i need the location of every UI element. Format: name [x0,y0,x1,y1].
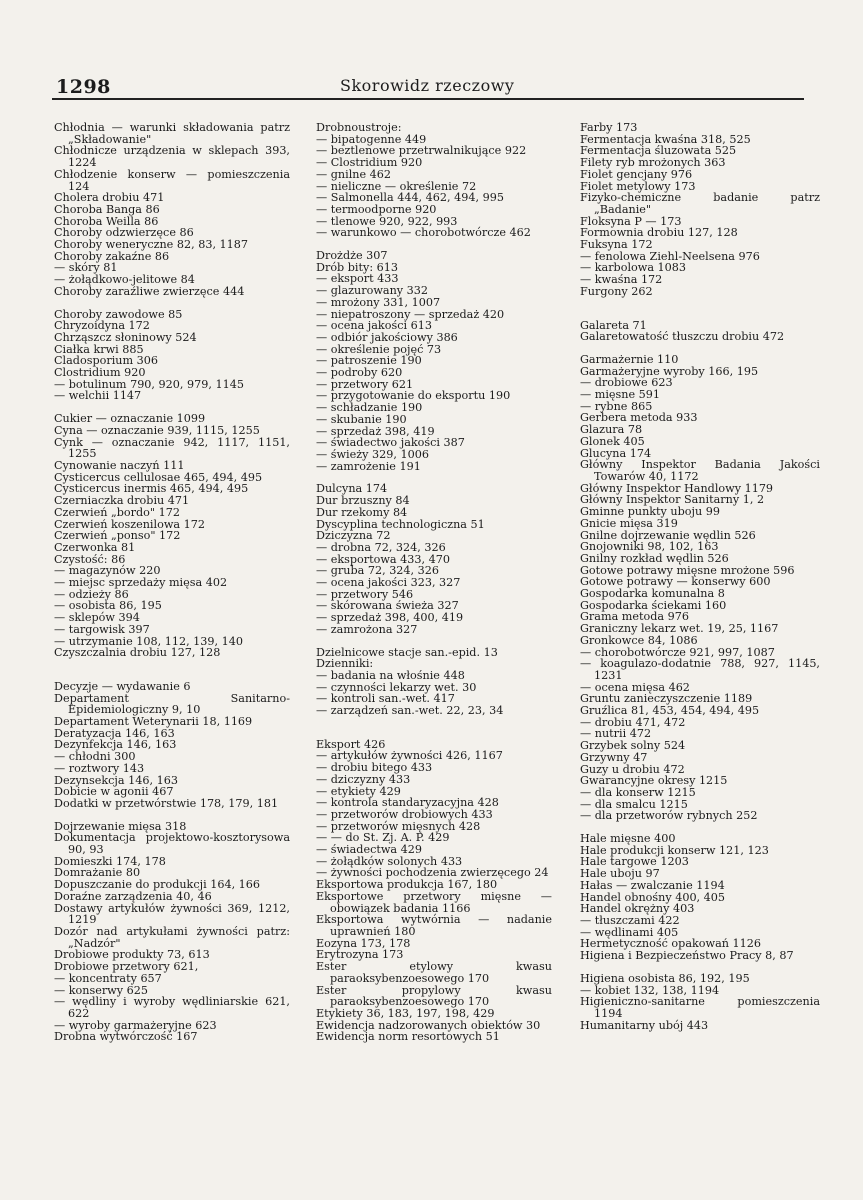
index-entry: Drób bity: 613 [316,260,399,274]
index-entry: Choroby weneryczne 82, 83, 1187 [54,238,249,252]
index-subentry: — osobista 86, 195 [54,599,162,613]
index-subentry: — zarządzeń san.-wet. 22, 23, 34 [316,704,504,718]
index-subentry: — zamrożenie 191 [316,459,421,473]
index-entry: Cholera drobiu 471 [54,191,165,205]
index-entry: Glonek 405 [580,434,645,448]
index-subentry: — podroby 620 [316,366,403,380]
index-entry: Główny Inspektor Badania Jakości Towarów 40, 1172 [580,458,820,483]
index-entry: Choroba Banga 86 [54,202,160,216]
index-entry: Galaretowatość tłuszczu drobiu 472 [580,330,785,344]
index-column-1 [54,122,290,1043]
index-entry: Czerwonka 81 [54,540,136,554]
index-subentry: — wędlinami 405 [580,925,679,939]
index-entry: Hale targowe 1203 [580,855,689,869]
index-subentry: — warunkowo — chorobotwórcze 462 [316,226,531,240]
index-entry: Choroby odzwierzęce 86 [54,226,194,240]
index-entry: Gminne punkty uboju 99 [580,505,721,519]
index-entry: Ester etylowy kwasu paraoksybenzoesowego 170 [316,960,552,985]
index-subentry: — botulinum 790, 920, 979, 1145 [54,377,244,391]
index-entry: Garmażernie 110 [580,352,679,366]
index-subentry: — tłuszczami 422 [580,914,680,927]
index-subentry: — eksportowa 433, 470 [316,552,450,566]
index-subentry: — rybne 865 [580,399,653,413]
index-subentry: — kontroli san.-wet. 417 [316,692,455,706]
index-entry: Choroby zaraźliwe zwierzęce 444 [54,284,245,298]
index-subentry: — ocena jakości 613 [316,319,432,333]
index-subentry: — roztwory 143 [54,761,145,775]
index-entry: Czyszczalnia drobiu 127, 128 [54,646,221,660]
index-entry: Drożdże 307 [316,249,388,263]
index-subentry: — drobna 72, 324, 326 [316,540,446,554]
index-entry: Farby 173 [580,121,638,134]
index-subentry: — gnilne 462 [316,167,392,181]
index-subentry: — wędliny i wyroby wędliniarskie 621, 622 [54,995,290,1020]
index-entry: Czerwień koszenilowa 172 [54,517,205,531]
index-subentry: — określenie pojęć 73 [316,342,442,356]
index-entry: Ewidencja norm resortowych 51 [316,1030,500,1044]
index-subentry: — skóry 81 [54,261,118,275]
index-subentry: — sprzedaż 398, 419 [316,424,435,438]
index-entry: Drobiowe produkty 73, 613 [54,948,210,962]
index-entry: Główny Inspektor Sanitarny 1, 2 [580,493,765,507]
index-entry: Dodatki w przetwórstwie 178, 179, 181 [54,796,279,810]
index-subentry: — żołądkowo-jelitowe 84 [54,273,195,287]
index-subentry: — przetwory 546 [316,587,414,601]
index-subentry: — Salmonella 444, 462, 494, 995 [316,191,504,205]
index-entry: Eksportowa produkcja 167, 180 [316,878,498,892]
section-gap [54,659,290,670]
index-subentry: — karbolowa 1083 [580,261,687,275]
index-entry: Dezynsekcja 146, 163 [54,773,178,787]
index-entry: Doraźne zarządzenia 40, 46 [54,889,212,903]
index-entry: Ewidencja nadzorowanych obiektów 30 [316,1018,541,1032]
index-subentry: — badania na włośnie 448 [316,668,465,682]
index-entry: Guzy u drobiu 472 [580,762,685,776]
index-entry: Clostridium 920 [54,366,146,380]
index-entry: Galareta 71 [580,318,647,332]
index-subentry: — przygotowanie do eksportu 190 [316,389,511,403]
index-subentry: — tlenowe 920, 922, 993 [316,214,458,228]
index-entry: Dobicie w agonii 467 [54,785,174,799]
index-subentry: — sklepów 394 [54,611,140,625]
index-column-2 [316,122,552,1043]
index-entry: Hale uboju 97 [580,867,660,881]
index-subentry: — termoodporne 920 [316,202,437,216]
index-subentry: — glazurowany 332 [316,284,429,298]
index-entry: Czerniaczka drobiu 471 [54,494,190,508]
index-entry: Gruntu zanieczyszczenie 1189 [580,692,753,706]
index-entry: Hermetyczność opakowań 1126 [580,937,761,951]
index-entry: Hale produkcji konserw 121, 123 [580,843,769,857]
index-entry: Grzybek solny 524 [580,739,686,753]
index-entry: Gospodarka komunalna 8 [580,587,725,601]
index-entry: Dur rzekomy 84 [316,505,408,519]
index-entry: Filety ryb mrożonych 363 [580,156,726,170]
index-entry: Hałas — zwalczanie 1194 [580,878,725,892]
index-entry: Dopuszczanie do produkcji 164, 166 [54,878,261,892]
index-entry: Graniczny lekarz wet. 19, 25, 1167 [580,622,779,636]
index-entry: Dokumentacja projektowo-kosztorysowa 90, 93 [54,831,290,857]
index-entry: Dziczyzna 72 [316,529,391,543]
index-entry: Humanitarny ubój 443 [580,1018,709,1032]
index-entry: Glazura 78 [580,423,643,437]
index-entry: Etykiety 36, 183, 197, 198, 429 [316,1006,495,1020]
index-subentry: — drobiowe 623 [580,376,673,390]
index-entry: Eksportowe przetwory mięsne — obowiązek badania 1166 [316,889,552,915]
index-entry: Cyna — oznaczanie 939, 1115, 1255 [54,423,260,437]
index-subentry: — skubanie 190 [316,412,407,426]
index-entry: Eksport 426 [316,737,386,751]
index-entry: Dezynfekcja 146, 163 [54,738,177,752]
index-entry: Departament Sanitarno-Epidemiologiczny 9, 10 [54,691,290,717]
index-entry: Garmażeryjne wyroby 166, 195 [580,364,759,378]
index-subentry: — utrzymanie 108, 112, 139, 140 [54,634,243,648]
index-entry: Chrząszcz słoninowy 524 [54,330,197,344]
index-subentry: — konserwy 625 [54,983,148,997]
index-subentry: — nutrii 472 [580,727,652,741]
index-entry: Higieniczno-sanitarne pomieszczenia 1194 [580,995,820,1020]
section-gap [316,636,552,647]
index-entry: Chłodnicze urządzenia w sklepach 393, 1224 [54,144,290,170]
index-entry: Dozór nad artykułami żywności patrz: „Nadzór" [54,925,290,950]
index-column-3 [580,122,820,1031]
index-subentry: — odzieży 86 [54,587,129,601]
index-subentry: — drobiu bitego 433 [316,761,433,775]
index-entry: Domrażanie 80 [54,866,141,880]
index-entry: Dostawy artykułów żywności 369, 1212, 1219 [54,901,290,927]
index-entry: Chryzoidyna 172 [54,319,150,333]
index-entry: Higiena i Bezpieczeństwo Pracy 8, 87 [580,949,794,963]
index-entry: Gruźlica 81, 453, 454, 494, 495 [580,704,760,718]
index-entry: Dojrzewanie mięsa 318 [54,819,187,833]
index-entry: Dur brzuszny 84 [316,494,410,508]
index-entry: Główny Inspektor Handlowy 1179 [580,481,774,495]
index-subentry: — ocena jakości 323, 327 [316,576,461,590]
index-entry: Czerwień „bordo" 172 [54,505,180,519]
index-entry: Cysticercus inermis 465, 494, 495 [54,482,249,496]
index-entry: Ciałka krwi 885 [54,342,144,356]
index-subentry: — — do St. Zj. A. P. 429 [316,831,450,845]
index-subentry: — ocena mięsa 462 [580,680,690,694]
index-entry: Czystość: 86 [54,552,126,566]
index-entry: Cysticercus cellulosae 465, 494, 495 [54,470,263,484]
index-entry: Fizyko-chemiczne badanie patrz „Badanie" [580,191,820,216]
index-entry: Decyzje — wydawanie 6 [54,679,191,693]
index-subentry: — świeży 329, 1006 [316,447,429,461]
index-entry: Gwarancyjne okresy 1215 [580,774,728,788]
index-subentry: — kobiet 132, 138, 1194 [580,983,720,997]
index-entry: Formownia drobiu 127, 128 [580,226,738,240]
index-subentry: — mrożony 331, 1007 [316,295,441,309]
index-subentry: — targowisk 397 [54,622,150,636]
index-subentry: — beztlenowe przetrwalnikujące 922 [316,144,527,158]
index-subentry: — artykułów żywności 426, 1167 [316,749,503,763]
index-subentry: — nieliczne — określenie 72 [316,179,477,193]
index-subentry: — miejsc sprzedaży mięsa 402 [54,576,228,590]
index-subentry: — przetwory 621 [316,377,414,391]
index-subentry: — czynności lekarzy wet. 30 [316,680,477,694]
index-entry: Eksportowa wytwórnia — nadanie uprawnień 180 [316,913,552,938]
index-entry: Fermentacja kwaśna 318, 525 [580,132,751,146]
index-subentry: — przetworów drobiowych 433 [316,807,493,821]
index-entry: Drobna wytwórczość 167 [54,1030,198,1044]
index-entry: Drobiowe przetwory 621, [54,960,199,974]
index-subentry: — schładzanie 190 [316,401,423,415]
index-entry: Erytrozyna 173 [316,948,404,962]
index-subentry: — skórowana świeża 327 [316,599,459,613]
index-entry: Departament Weterynarii 18, 1169 [54,715,253,729]
index-entry: Gnojowniki 98, 102, 163 [580,540,719,554]
index-entry: Gnilny rozkład wędlin 526 [580,551,729,565]
index-subentry: — zamrożona 327 [316,622,418,636]
index-entry: Fiolet gencjany 976 [580,167,693,181]
index-subentry: — świadectwo jakości 387 [316,436,465,450]
index-subentry: — patroszenie 190 [316,354,422,368]
index-entry: Grama metoda 976 [580,610,689,624]
section-gap [316,717,552,728]
section-gap [580,309,820,320]
index-subentry: — drobiu 471, 472 [580,715,686,729]
index-entry: Cukier — oznaczanie 1099 [54,412,206,426]
index-entry: Choroby zakaźne 86 [54,249,170,263]
index-entry: Hale mięsne 400 [580,832,676,846]
index-entry: Handel obnośny 400, 405 [580,890,726,904]
index-entry: Eozyna 173, 178 [316,936,411,950]
page-number: 1298 [56,76,111,98]
index-entry: Dzielnicowe stacje san.-epid. 13 [316,645,498,659]
index-entry: Gnicie mięsa 319 [580,516,678,530]
index-entry: Dulcyna 174 [316,482,388,496]
index-subentry: — świadectwa 429 [316,843,423,857]
index-entry: Cynowanie naczyń 111 [54,458,185,472]
index-subentry: — koncentraty 657 [54,971,162,985]
index-entry: Choroba Weilla 86 [54,214,159,228]
index-entry: Gnilne dojrzewanie wędlin 526 [580,528,756,542]
index-entry: Gerbera metoda 933 [580,411,698,425]
index-entry: Chłodzenie konserw — pomieszczenia 124 [54,167,290,193]
index-subentry: — magazynów 220 [54,564,161,578]
index-subentry: — żołądków solonych 433 [316,854,463,868]
index-subentry: — dla konserw 1215 [580,785,696,799]
running-title: Skorowidz rzeczowy [340,76,515,95]
index-entry: Czerwień „ponso" 172 [54,529,181,543]
index-entry: Domieszki 174, 178 [54,854,166,868]
index-subentry: — odbiór jakościowy 386 [316,330,458,344]
index-subentry: — kwaśna 172 [580,273,663,287]
index-subentry: — koagulazo-dodatnie 788, 927, 1145, 1231 [580,657,820,682]
index-entry: Deratyzacja 146, 163 [54,726,175,740]
index-subentry: — sprzedaż 398, 400, 419 [316,611,464,625]
index-subentry: — etykiety 429 [316,784,401,798]
index-subentry: — chłodni 300 [54,750,136,764]
index-subentry: — niepatroszony — sprzedaż 420 [316,307,505,321]
index-entry: Furgony 262 [580,284,653,298]
index-subentry: — chorobotwórcze 921, 997, 1087 [580,645,775,659]
header-rule [52,98,804,100]
index-subentry: — dla przetworów rybnych 252 [580,809,758,823]
index-subentry: — bipatogenne 449 [316,132,427,146]
index-entry: Chłodnia — warunki składowania patrz „Składowanie" [54,121,290,146]
index-entry: Fuksyna 172 [580,238,653,252]
section-gap [580,298,820,309]
index-entry: Fermentacja śluzowata 525 [580,144,737,158]
index-subentry: — wyroby garmażeryjne 623 [54,1018,217,1032]
index-subentry: — dla smalcu 1215 [580,797,688,811]
index-entry: Fiolet metylowy 173 [580,179,696,193]
index-entry: Floksyna P — 173 [580,214,682,228]
index-entry: Cynk — oznaczanie 942, 1117, 1151, 1255 [54,435,290,461]
index-subentry: — żywności pochodzenia zwierzęcego 24 [316,866,549,880]
section-gap [54,298,290,309]
index-entry: Dyscyplina technologiczna 51 [316,517,485,531]
index-entry: Dzienniki: [316,657,374,671]
index-subentry: — Clostridium 920 [316,156,423,170]
index-entry: Drobnoustroje: [316,121,402,134]
index-entry: Gospodarka ściekami 160 [580,598,727,612]
index-entry: Gronkowce 84, 1086 [580,633,698,647]
index-subentry: — przetworów mięsnych 428 [316,819,481,833]
index-entry: Ester propylowy kwasu paraoksybenzoesowego 170 [316,983,552,1009]
index-subentry: — eksport 433 [316,272,399,286]
index-subentry: — fenolowa Ziehl-Neelsena 976 [580,249,760,263]
index-subentry: — welchii 1147 [54,389,142,403]
index-entry: Grzywny 47 [580,750,648,764]
index-entry: Handel okrężny 403 [580,902,695,916]
index-subentry: — mięsne 591 [580,388,661,402]
index-entry: Gotowe potrawy mięsne mrożone 596 [580,563,795,577]
index-subentry: — dziczyzny 433 [316,772,411,786]
index-entry: Gotowe potrawy — konserwy 600 [580,575,771,589]
index-entry: Cladosporium 306 [54,354,158,368]
index-entry: Higiena osobista 86, 192, 195 [580,971,750,985]
index-subentry: — gruba 72, 324, 326 [316,564,440,578]
index-entry: Glucyna 174 [580,446,652,460]
index-entry: Choroby zawodowe 85 [54,307,183,321]
index-subentry: — kontrola standaryzacyjna 428 [316,796,499,810]
